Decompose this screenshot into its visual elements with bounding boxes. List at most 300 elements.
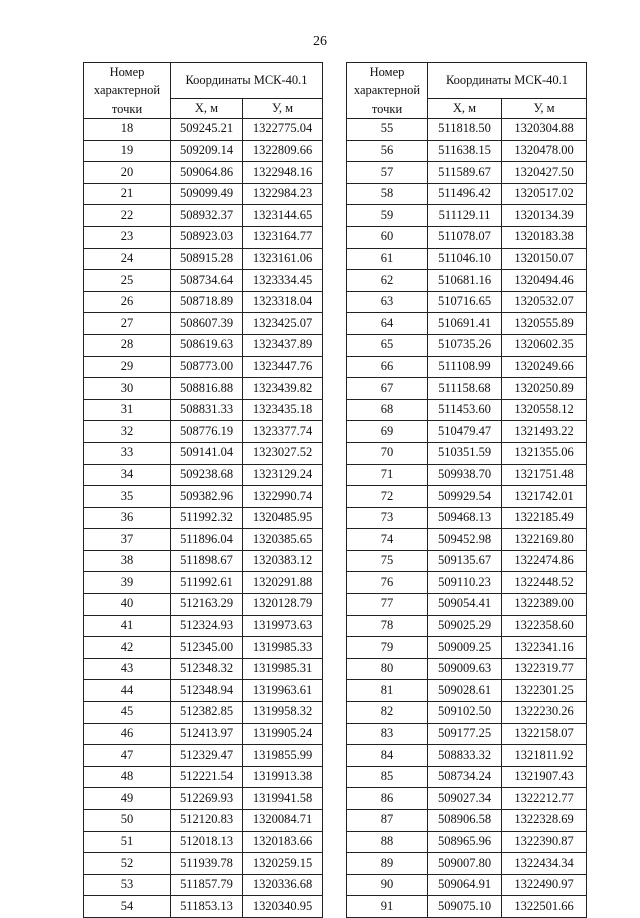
point-number-cell: 26 — [84, 291, 171, 313]
table-row — [347, 226, 587, 248]
point-number-cell: 24 — [84, 248, 171, 270]
y-coordinate-cell: 1322389.00 — [502, 594, 587, 616]
point-number-cell: 35 — [84, 486, 171, 508]
x-coordinate-cell: 511853.13 — [171, 896, 243, 918]
y-coordinate-cell: 1320291.88 — [243, 572, 323, 594]
point-number-cell: 62 — [347, 270, 428, 292]
x-coordinate-cell: 511818.50 — [428, 119, 502, 141]
point-number-cell: 87 — [347, 810, 428, 832]
table-row — [84, 874, 323, 896]
x-coordinate-cell: 512221.54 — [171, 766, 243, 788]
y-coordinate-cell: 1322390.87 — [502, 831, 587, 853]
point-number-cell: 34 — [84, 464, 171, 486]
y-coordinate-cell: 1320183.66 — [243, 831, 323, 853]
table-row — [347, 658, 587, 680]
table-row — [347, 442, 587, 464]
point-number-cell: 78 — [347, 615, 428, 637]
x-coordinate-cell: 508619.63 — [171, 334, 243, 356]
y-coordinate-cell: 1321811.92 — [502, 745, 587, 767]
x-coordinate-cell: 509028.61 — [428, 680, 502, 702]
point-number-cell: 79 — [347, 637, 428, 659]
x-coordinate-cell: 511992.32 — [171, 507, 243, 529]
x-coordinate-cell: 512269.93 — [171, 788, 243, 810]
x-coordinate-cell: 509238.68 — [171, 464, 243, 486]
coordinates-header: Координаты МСК-40.1 — [428, 63, 587, 99]
x-coordinate-cell: 509064.86 — [171, 162, 243, 184]
x-coordinate-cell: 508833.32 — [428, 745, 502, 767]
y-coordinate-cell: 1319913.38 — [243, 766, 323, 788]
x-coordinate-cell: 508734.24 — [428, 766, 502, 788]
x-coordinate-cell: 510351.59 — [428, 442, 502, 464]
table-row — [347, 896, 587, 918]
y-coordinate-cell: 1323161.06 — [243, 248, 323, 270]
point-number-cell: 49 — [84, 788, 171, 810]
table-row — [347, 745, 587, 767]
x-coordinate-cell: 508923.03 — [171, 226, 243, 248]
table-row — [84, 119, 323, 141]
y-coordinate-cell: 1320427.50 — [502, 162, 587, 184]
table-body-left — [84, 119, 323, 918]
point-number-cell: 23 — [84, 226, 171, 248]
point-number-cell: 48 — [84, 766, 171, 788]
table-row — [347, 183, 587, 205]
x-coordinate-cell: 512348.94 — [171, 680, 243, 702]
table-row — [84, 637, 323, 659]
x-coordinate-cell: 508915.28 — [171, 248, 243, 270]
y-coordinate-cell: 1323027.52 — [243, 442, 323, 464]
x-coordinate-cell: 509075.10 — [428, 896, 502, 918]
table-row — [347, 291, 587, 313]
table-row — [84, 421, 323, 443]
y-coordinate-cell: 1319958.32 — [243, 702, 323, 724]
table-row — [347, 356, 587, 378]
table-row — [84, 831, 323, 853]
point-number-cell: 19 — [84, 140, 171, 162]
point-number-cell: 72 — [347, 486, 428, 508]
point-number-cell: 77 — [347, 594, 428, 616]
point-number-cell: 64 — [347, 313, 428, 335]
table-row — [347, 831, 587, 853]
point-number-cell: 25 — [84, 270, 171, 292]
x-coordinate-cell: 509135.67 — [428, 550, 502, 572]
y-coordinate-cell: 1320340.95 — [243, 896, 323, 918]
y-coordinate-cell: 1322319.77 — [502, 658, 587, 680]
x-coordinate-cell: 511896.04 — [171, 529, 243, 551]
table-row — [347, 853, 587, 875]
table-row — [347, 615, 587, 637]
x-coordinate-cell: 508932.37 — [171, 205, 243, 227]
table-row — [347, 205, 587, 227]
point-number-cell: 18 — [84, 119, 171, 141]
point-number-cell: 33 — [84, 442, 171, 464]
table-row — [347, 702, 587, 724]
table-row — [347, 140, 587, 162]
table-row — [84, 334, 323, 356]
table-row — [84, 248, 323, 270]
point-number-cell: 70 — [347, 442, 428, 464]
y-header: У, м — [243, 99, 323, 119]
x-coordinate-cell: 508965.96 — [428, 831, 502, 853]
x-coordinate-cell: 511496.42 — [428, 183, 502, 205]
table-row — [347, 594, 587, 616]
y-coordinate-cell: 1323435.18 — [243, 399, 323, 421]
x-coordinate-cell: 509110.23 — [428, 572, 502, 594]
coordinates-table-left — [83, 62, 323, 918]
x-coordinate-cell: 512329.47 — [171, 745, 243, 767]
table-row — [84, 183, 323, 205]
x-coordinate-cell: 509064.91 — [428, 874, 502, 896]
x-coordinate-cell: 509009.25 — [428, 637, 502, 659]
table-row — [347, 550, 587, 572]
y-coordinate-cell: 1320383.12 — [243, 550, 323, 572]
y-coordinate-cell: 1320259.15 — [243, 853, 323, 875]
x-coordinate-cell: 511453.60 — [428, 399, 502, 421]
y-coordinate-cell: 1322984.23 — [243, 183, 323, 205]
y-coordinate-cell: 1320385.65 — [243, 529, 323, 551]
x-coordinate-cell: 509382.96 — [171, 486, 243, 508]
point-number-cell: 50 — [84, 810, 171, 832]
y-coordinate-cell: 1319905.24 — [243, 723, 323, 745]
point-number-cell: 54 — [84, 896, 171, 918]
y-coordinate-cell: 1322809.66 — [243, 140, 323, 162]
table-row — [347, 529, 587, 551]
y-coordinate-cell: 1319963.61 — [243, 680, 323, 702]
y-coordinate-cell: 1323437.89 — [243, 334, 323, 356]
table-row — [84, 572, 323, 594]
y-coordinate-cell: 1322474.86 — [502, 550, 587, 572]
point-number-cell: 29 — [84, 356, 171, 378]
y-coordinate-cell: 1321493.22 — [502, 421, 587, 443]
x-coordinate-cell: 509141.04 — [171, 442, 243, 464]
x-coordinate-cell: 511857.79 — [171, 874, 243, 896]
point-number-cell: 42 — [84, 637, 171, 659]
x-header: X, м — [171, 99, 243, 119]
table-row — [347, 723, 587, 745]
table-row — [347, 507, 587, 529]
table-row — [84, 507, 323, 529]
table-row — [84, 788, 323, 810]
point-number-cell: 73 — [347, 507, 428, 529]
table-row — [84, 464, 323, 486]
point-number-cell: 68 — [347, 399, 428, 421]
point-number-cell: 69 — [347, 421, 428, 443]
point-number-cell: 45 — [84, 702, 171, 724]
y-coordinate-cell: 1323425.07 — [243, 313, 323, 335]
y-coordinate-cell: 1322448.52 — [502, 572, 587, 594]
y-coordinate-cell: 1319973.63 — [243, 615, 323, 637]
x-coordinate-cell: 509468.13 — [428, 507, 502, 529]
point-number-cell: 43 — [84, 658, 171, 680]
point-number-cell: 67 — [347, 378, 428, 400]
point-number-cell: 74 — [347, 529, 428, 551]
y-coordinate-cell: 1321907.43 — [502, 766, 587, 788]
table-row — [347, 788, 587, 810]
point-number-cell: 90 — [347, 874, 428, 896]
table-row — [84, 853, 323, 875]
table-row — [347, 766, 587, 788]
point-number-cell: 63 — [347, 291, 428, 313]
table-body-right — [347, 119, 587, 918]
x-coordinate-cell: 511129.11 — [428, 205, 502, 227]
table-row — [84, 205, 323, 227]
table-row — [84, 162, 323, 184]
x-coordinate-cell: 512018.13 — [171, 831, 243, 853]
table-row — [347, 313, 587, 335]
coordinates-header: Координаты МСК-40.1 — [171, 63, 323, 99]
y-coordinate-cell: 1320250.89 — [502, 378, 587, 400]
y-coordinate-cell: 1319941.58 — [243, 788, 323, 810]
y-coordinate-cell: 1320555.89 — [502, 313, 587, 335]
x-coordinate-cell: 509007.80 — [428, 853, 502, 875]
point-number-cell: 83 — [347, 723, 428, 745]
point-number-cell: 36 — [84, 507, 171, 529]
y-coordinate-cell: 1320478.00 — [502, 140, 587, 162]
y-coordinate-cell: 1319855.99 — [243, 745, 323, 767]
point-number-cell: 84 — [347, 745, 428, 767]
y-coordinate-cell: 1323164.77 — [243, 226, 323, 248]
table-row — [84, 226, 323, 248]
point-number-cell: 86 — [347, 788, 428, 810]
point-number-cell: 59 — [347, 205, 428, 227]
table-row — [84, 702, 323, 724]
x-coordinate-cell: 511898.67 — [171, 550, 243, 572]
y-coordinate-cell: 1322990.74 — [243, 486, 323, 508]
y-coordinate-cell: 1323334.45 — [243, 270, 323, 292]
y-coordinate-cell: 1321355.06 — [502, 442, 587, 464]
point-number-cell: 81 — [347, 680, 428, 702]
table-row — [347, 572, 587, 594]
point-number-cell: 38 — [84, 550, 171, 572]
table-row — [84, 615, 323, 637]
y-coordinate-cell: 1322490.97 — [502, 874, 587, 896]
x-coordinate-cell: 512120.83 — [171, 810, 243, 832]
point-number-cell: 37 — [84, 529, 171, 551]
table-row — [347, 270, 587, 292]
x-coordinate-cell: 511108.99 — [428, 356, 502, 378]
point-number-cell: 30 — [84, 378, 171, 400]
x-coordinate-cell: 511046.10 — [428, 248, 502, 270]
x-coordinate-cell: 509102.50 — [428, 702, 502, 724]
table-row — [347, 399, 587, 421]
y-coordinate-cell: 1320494.46 — [502, 270, 587, 292]
x-coordinate-cell: 510691.41 — [428, 313, 502, 335]
y-coordinate-cell: 1320558.12 — [502, 399, 587, 421]
y-coordinate-cell: 1323377.74 — [243, 421, 323, 443]
point-number-cell: 80 — [347, 658, 428, 680]
x-coordinate-cell: 508906.58 — [428, 810, 502, 832]
table-row — [347, 378, 587, 400]
point-number-cell: 51 — [84, 831, 171, 853]
point-number-header: Номер характерной точки — [84, 63, 171, 119]
point-number-cell: 28 — [84, 334, 171, 356]
table-row — [347, 334, 587, 356]
y-coordinate-cell: 1322358.60 — [502, 615, 587, 637]
y-coordinate-cell: 1320304.88 — [502, 119, 587, 141]
x-coordinate-cell: 512324.93 — [171, 615, 243, 637]
y-coordinate-cell: 1322948.16 — [243, 162, 323, 184]
point-number-cell: 41 — [84, 615, 171, 637]
y-coordinate-cell: 1320485.95 — [243, 507, 323, 529]
x-coordinate-cell: 510681.16 — [428, 270, 502, 292]
y-coordinate-cell: 1322301.25 — [502, 680, 587, 702]
y-coordinate-cell: 1320336.68 — [243, 874, 323, 896]
point-number-cell: 32 — [84, 421, 171, 443]
point-number-cell: 71 — [347, 464, 428, 486]
table-row — [84, 896, 323, 918]
x-coordinate-cell: 509177.25 — [428, 723, 502, 745]
x-coordinate-cell: 508607.39 — [171, 313, 243, 335]
y-coordinate-cell: 1321751.48 — [502, 464, 587, 486]
y-coordinate-cell: 1320249.66 — [502, 356, 587, 378]
point-number-cell: 89 — [347, 853, 428, 875]
coordinates-table-right — [346, 62, 587, 918]
point-number-cell: 22 — [84, 205, 171, 227]
y-coordinate-cell: 1320084.71 — [243, 810, 323, 832]
table-row — [347, 248, 587, 270]
table-row — [84, 356, 323, 378]
point-number-cell: 46 — [84, 723, 171, 745]
y-coordinate-cell: 1320134.39 — [502, 205, 587, 227]
point-number-cell: 76 — [347, 572, 428, 594]
table-row — [84, 810, 323, 832]
point-number-cell: 88 — [347, 831, 428, 853]
table-row — [347, 810, 587, 832]
y-coordinate-cell: 1322185.49 — [502, 507, 587, 529]
x-coordinate-cell: 509452.98 — [428, 529, 502, 551]
table-row — [84, 270, 323, 292]
y-header: У, м — [502, 99, 587, 119]
point-number-cell: 91 — [347, 896, 428, 918]
y-coordinate-cell: 1322501.66 — [502, 896, 587, 918]
y-coordinate-cell: 1322212.77 — [502, 788, 587, 810]
y-coordinate-cell: 1322169.80 — [502, 529, 587, 551]
point-number-cell: 60 — [347, 226, 428, 248]
page-number: 26 — [313, 34, 327, 49]
point-number-cell: 75 — [347, 550, 428, 572]
table-row — [84, 140, 323, 162]
table-row — [347, 464, 587, 486]
x-coordinate-cell: 508773.00 — [171, 356, 243, 378]
x-coordinate-cell: 508734.64 — [171, 270, 243, 292]
point-number-cell: 40 — [84, 594, 171, 616]
point-number-cell: 55 — [347, 119, 428, 141]
y-coordinate-cell: 1320183.38 — [502, 226, 587, 248]
x-coordinate-cell: 508718.89 — [171, 291, 243, 313]
x-coordinate-cell: 512345.00 — [171, 637, 243, 659]
point-number-cell: 66 — [347, 356, 428, 378]
x-coordinate-cell: 508831.33 — [171, 399, 243, 421]
table-row — [84, 745, 323, 767]
y-coordinate-cell: 1322341.16 — [502, 637, 587, 659]
point-number-cell: 57 — [347, 162, 428, 184]
table-row — [84, 550, 323, 572]
point-number-cell: 20 — [84, 162, 171, 184]
table-row — [84, 529, 323, 551]
point-number-cell: 44 — [84, 680, 171, 702]
x-coordinate-cell: 511589.67 — [428, 162, 502, 184]
y-coordinate-cell: 1319985.33 — [243, 637, 323, 659]
y-coordinate-cell: 1323144.65 — [243, 205, 323, 227]
y-coordinate-cell: 1321742.01 — [502, 486, 587, 508]
x-coordinate-cell: 509209.14 — [171, 140, 243, 162]
x-header: X, м — [428, 99, 502, 119]
point-number-header: Номер характерной точки — [347, 63, 428, 119]
point-number-cell: 21 — [84, 183, 171, 205]
table-row — [347, 486, 587, 508]
point-number-cell: 65 — [347, 334, 428, 356]
y-coordinate-cell: 1322775.04 — [243, 119, 323, 141]
point-number-cell: 56 — [347, 140, 428, 162]
x-coordinate-cell: 511939.78 — [171, 853, 243, 875]
point-number-cell: 85 — [347, 766, 428, 788]
x-coordinate-cell: 512163.29 — [171, 594, 243, 616]
y-coordinate-cell: 1323447.76 — [243, 356, 323, 378]
point-number-cell: 82 — [347, 702, 428, 724]
table-row — [347, 680, 587, 702]
table-row — [347, 119, 587, 141]
x-coordinate-cell: 510479.47 — [428, 421, 502, 443]
y-coordinate-cell: 1320602.35 — [502, 334, 587, 356]
x-coordinate-cell: 511992.61 — [171, 572, 243, 594]
table-row — [347, 637, 587, 659]
y-coordinate-cell: 1322230.26 — [502, 702, 587, 724]
x-coordinate-cell: 509938.70 — [428, 464, 502, 486]
x-coordinate-cell: 509027.34 — [428, 788, 502, 810]
y-coordinate-cell: 1323318.04 — [243, 291, 323, 313]
x-coordinate-cell: 511078.07 — [428, 226, 502, 248]
x-coordinate-cell: 509929.54 — [428, 486, 502, 508]
y-coordinate-cell: 1323439.82 — [243, 378, 323, 400]
x-coordinate-cell: 512413.97 — [171, 723, 243, 745]
y-coordinate-cell: 1319985.31 — [243, 658, 323, 680]
table-row — [84, 291, 323, 313]
point-number-cell: 31 — [84, 399, 171, 421]
table-row — [84, 442, 323, 464]
table-row — [347, 874, 587, 896]
x-coordinate-cell: 510716.65 — [428, 291, 502, 313]
table-row — [84, 680, 323, 702]
y-coordinate-cell: 1322158.07 — [502, 723, 587, 745]
table-row — [84, 313, 323, 335]
y-coordinate-cell: 1320150.07 — [502, 248, 587, 270]
y-coordinate-cell: 1322434.34 — [502, 853, 587, 875]
table-row — [84, 378, 323, 400]
y-coordinate-cell: 1322328.69 — [502, 810, 587, 832]
point-number-cell: 52 — [84, 853, 171, 875]
table-row — [84, 723, 323, 745]
y-coordinate-cell: 1320517.02 — [502, 183, 587, 205]
table-row — [84, 766, 323, 788]
x-coordinate-cell: 512382.85 — [171, 702, 243, 724]
point-number-cell: 47 — [84, 745, 171, 767]
point-number-cell: 39 — [84, 572, 171, 594]
point-number-cell: 58 — [347, 183, 428, 205]
table-row — [84, 658, 323, 680]
x-coordinate-cell: 512348.32 — [171, 658, 243, 680]
table-row — [347, 421, 587, 443]
x-coordinate-cell: 509009.63 — [428, 658, 502, 680]
y-coordinate-cell: 1320532.07 — [502, 291, 587, 313]
x-coordinate-cell: 508816.88 — [171, 378, 243, 400]
y-coordinate-cell: 1323129.24 — [243, 464, 323, 486]
x-coordinate-cell: 510735.26 — [428, 334, 502, 356]
table-row — [84, 594, 323, 616]
point-number-cell: 27 — [84, 313, 171, 335]
x-coordinate-cell: 509099.49 — [171, 183, 243, 205]
x-coordinate-cell: 509245.21 — [171, 119, 243, 141]
table-row — [84, 486, 323, 508]
x-coordinate-cell: 508776.19 — [171, 421, 243, 443]
